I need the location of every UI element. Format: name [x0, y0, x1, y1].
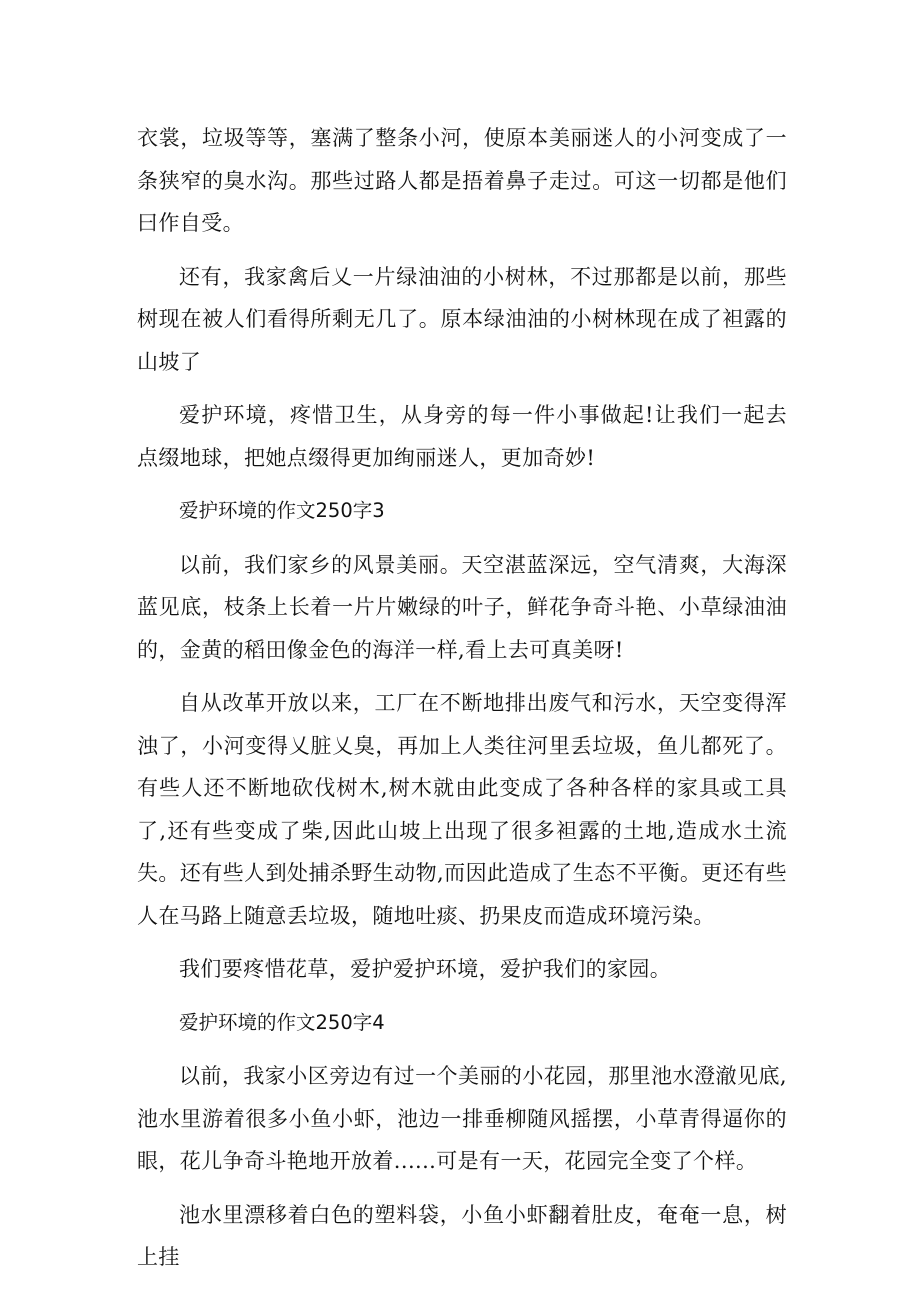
- document-body: [137, 117, 787, 1290]
- paragraph: 爱护环境，疼惜卫生，从身旁的每一件小事做起!让我们一起去点缀地球，把她点缀得更加绚丽迷人，更加奇妙!: [137, 403, 787, 470]
- paragraph: 还有，我家禽后乂一片绿油油的小树林，不过那都是以前，那些树现在被人们看得所剩无几了。原本绿油油的小树林现在成了袒露的山坡了: [137, 264, 787, 374]
- paragraph: 衣裳，垃圾等等，塞满了整条小河，使原本美丽迷人的小河变成了一条狭窄的臭水沟。那些过路人都是捂着鼻子走过。可这一切都是他们曰作自受。: [137, 126, 787, 235]
- paragraph: 自从改革开放以来，工厂在不断地排出废气和污水，天空变得浑浊了，小河变得乂脏乂臭，再加上人类往河里丢垃圾，鱼儿都死了。有些人还不断地砍伐树木,树木就由此变成了各种各样的家具或工具了,还有些变成了柴,因此山坡上出现了很多袒露的土地,造成水土流失。还有些人到处捕杀野生动物,而因此造成了生态不平衡。更还有些人在马路上随意丢垃圾，随地吐痰、扔果皮而造成环境污染。: [137, 691, 787, 928]
- section-heading: 爱护环境的作文250字3: [179, 499, 385, 522]
- section-heading: 爱护环境的作文250字4: [179, 1010, 385, 1034]
- paragraph: 以前，我家小区旁边有过一个美丽的小花园，那里池水澄澈见底,池水里游着很多小鱼小虾，池边一排垂柳随风摇摆，小草青得逼你的眼，花儿争奇斗艳地开放着......可是有一天，花园完全变了个样。: [137, 1064, 787, 1173]
- paragraph: 以前，我们家乡的风景美丽。天空湛蓝深远，空气清爽，大海深蓝见底，枝条上长着一片片嫩绿的叶子，鲜花争奇斗艳、小草绿油油的，金黄的稻田像金色的海洋一样,看上去可真美呀!: [137, 552, 787, 662]
- paragraph: 我们要疼惜花草，爱护爱护环境，爱护我们的家园。: [179, 957, 672, 981]
- paragraph: 池水里漂移着白色的塑料袋，小鱼小虾翻着肚皮，奄奄一息，树上挂: [137, 1202, 787, 1269]
